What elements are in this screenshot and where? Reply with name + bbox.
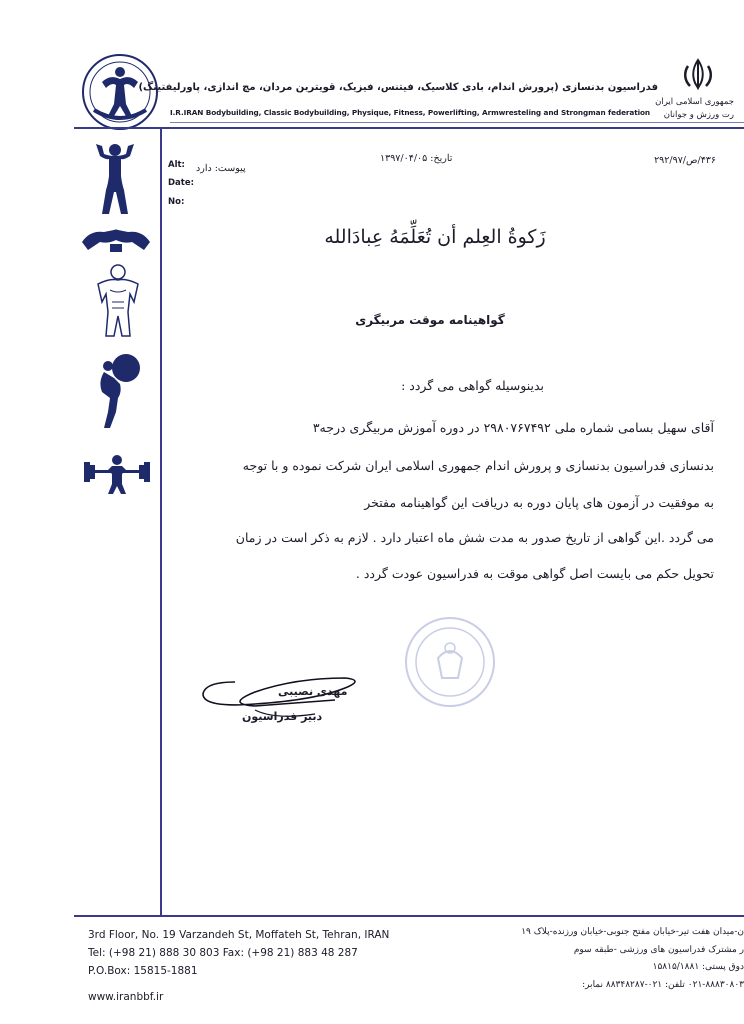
certificate-title: گواهینامه موقت مربیگری — [355, 313, 505, 327]
body-line: می گردد .این گواهی از تاریخ صدور به مدت شش ماه اعتبار دارد . لازم به ذکر است در زمان — [235, 530, 714, 545]
signatory-role: دبیر فدراسیون — [242, 710, 323, 723]
federation-title-fa: فدراسیون بدنسازی (پرورش اندام، بادی کلاسیک، فیتنس، فیزیک، قویترین مردان، مچ اندازی، پاورلیفتینگ) — [138, 82, 658, 93]
armwrestling-icon — [80, 222, 152, 258]
sidebar-rule — [160, 128, 162, 915]
number-label: No: — [168, 197, 185, 207]
official-stamp-icon — [400, 612, 500, 712]
footer-address-fa-line2: ر مشترک فدراسیون های ورزشی -طبقه سوم — [573, 944, 744, 955]
body-line: آقای سهیل بسامی شماره ملی ۲۹۸۰۷۶۷۴۹۲ در دوره آموزش مربیگری درجه۳ — [312, 420, 714, 435]
footer-phone-en: Tel: (+98 21) 888 30 803 Fax: (+98 21) 883 48 287 — [88, 947, 358, 959]
signatory-name: مهدی نصیبی — [278, 685, 348, 698]
footer-phone-fa: ۰۲۱-۸۸۸۳۰۸۰۳ تلفن: ۰۲۱-۸۸۳۴۸۲۸۷ نمابر: — [582, 979, 744, 990]
iran-emblem-icon — [680, 56, 716, 92]
letter-number-field: ۴۳۶/ص/۲۹۲/۹۷ — [654, 155, 716, 166]
federation-title-en: I.R.IRAN Bodybuilding, Classic Bodybuilding, Physique, Fitness, Powerlifting, Armwresteling and Strongman federation — [170, 108, 651, 117]
motto-heading: زَكوةُ العِلم أن تُعَلِّمَهُ عِبادَالله — [324, 226, 546, 248]
footer-pobox-fa: دوق پستی: ۱۵۸۱۵/۱۸۸۱ — [652, 962, 744, 972]
greeting-line: بدینوسیله گواهی می گردد : — [401, 378, 544, 393]
footer-website-link[interactable]: www.iranbbf.ir — [88, 991, 164, 1003]
powerlifter-icon — [84, 450, 150, 500]
date-field-fa: تاریخ: ۱۳۹۷/۰۴/۰۵ — [380, 153, 453, 164]
footer-contact-en — [88, 926, 389, 1006]
footer-address-en: 3rd Floor, No. 19 Varzandeh St, Moffateh St, Tehran, IRAN — [88, 929, 390, 941]
footer-rule — [74, 915, 744, 917]
date-label: Date: — [168, 178, 195, 188]
header-rule — [74, 127, 744, 129]
emblem-caption — [655, 96, 734, 122]
emblem-caption-line2: رت ورزش و جوانان — [663, 110, 734, 120]
footer-contact-fa — [521, 924, 744, 994]
physique-athlete-icon — [90, 262, 146, 342]
emblem-caption-line1: جمهوری اسلامی ایران — [655, 97, 734, 107]
body-line: تحویل حکم می بایست اصل گواهی موقت به فدراسیون عودت گردد . — [355, 566, 714, 581]
body-line: به موفقیت در آزمون های پایان دوره به دریافت این گواهینامه مفتخر — [364, 495, 714, 510]
footer-address-fa-line1: ن-میدان هفت تیر-خیابان مفتح جنوبی-خیابان ورزنده-پلاک ۱۹ — [521, 927, 744, 937]
alt-label: Alt: — [168, 160, 185, 170]
footer-pobox-en: P.O.Box: 15815-1881 — [88, 965, 198, 977]
strongman-atlas-icon — [94, 352, 144, 434]
bodybuilder-pose-icon — [90, 140, 140, 222]
body-line: بدنسازی فدراسیون بدنسازی و پرورش اندام جمهوری اسلامی ایران شرکت نموده و با توجه — [242, 458, 714, 473]
header-rule-thin — [170, 122, 744, 123]
attachment-field: پیوست: دارد — [196, 163, 246, 174]
